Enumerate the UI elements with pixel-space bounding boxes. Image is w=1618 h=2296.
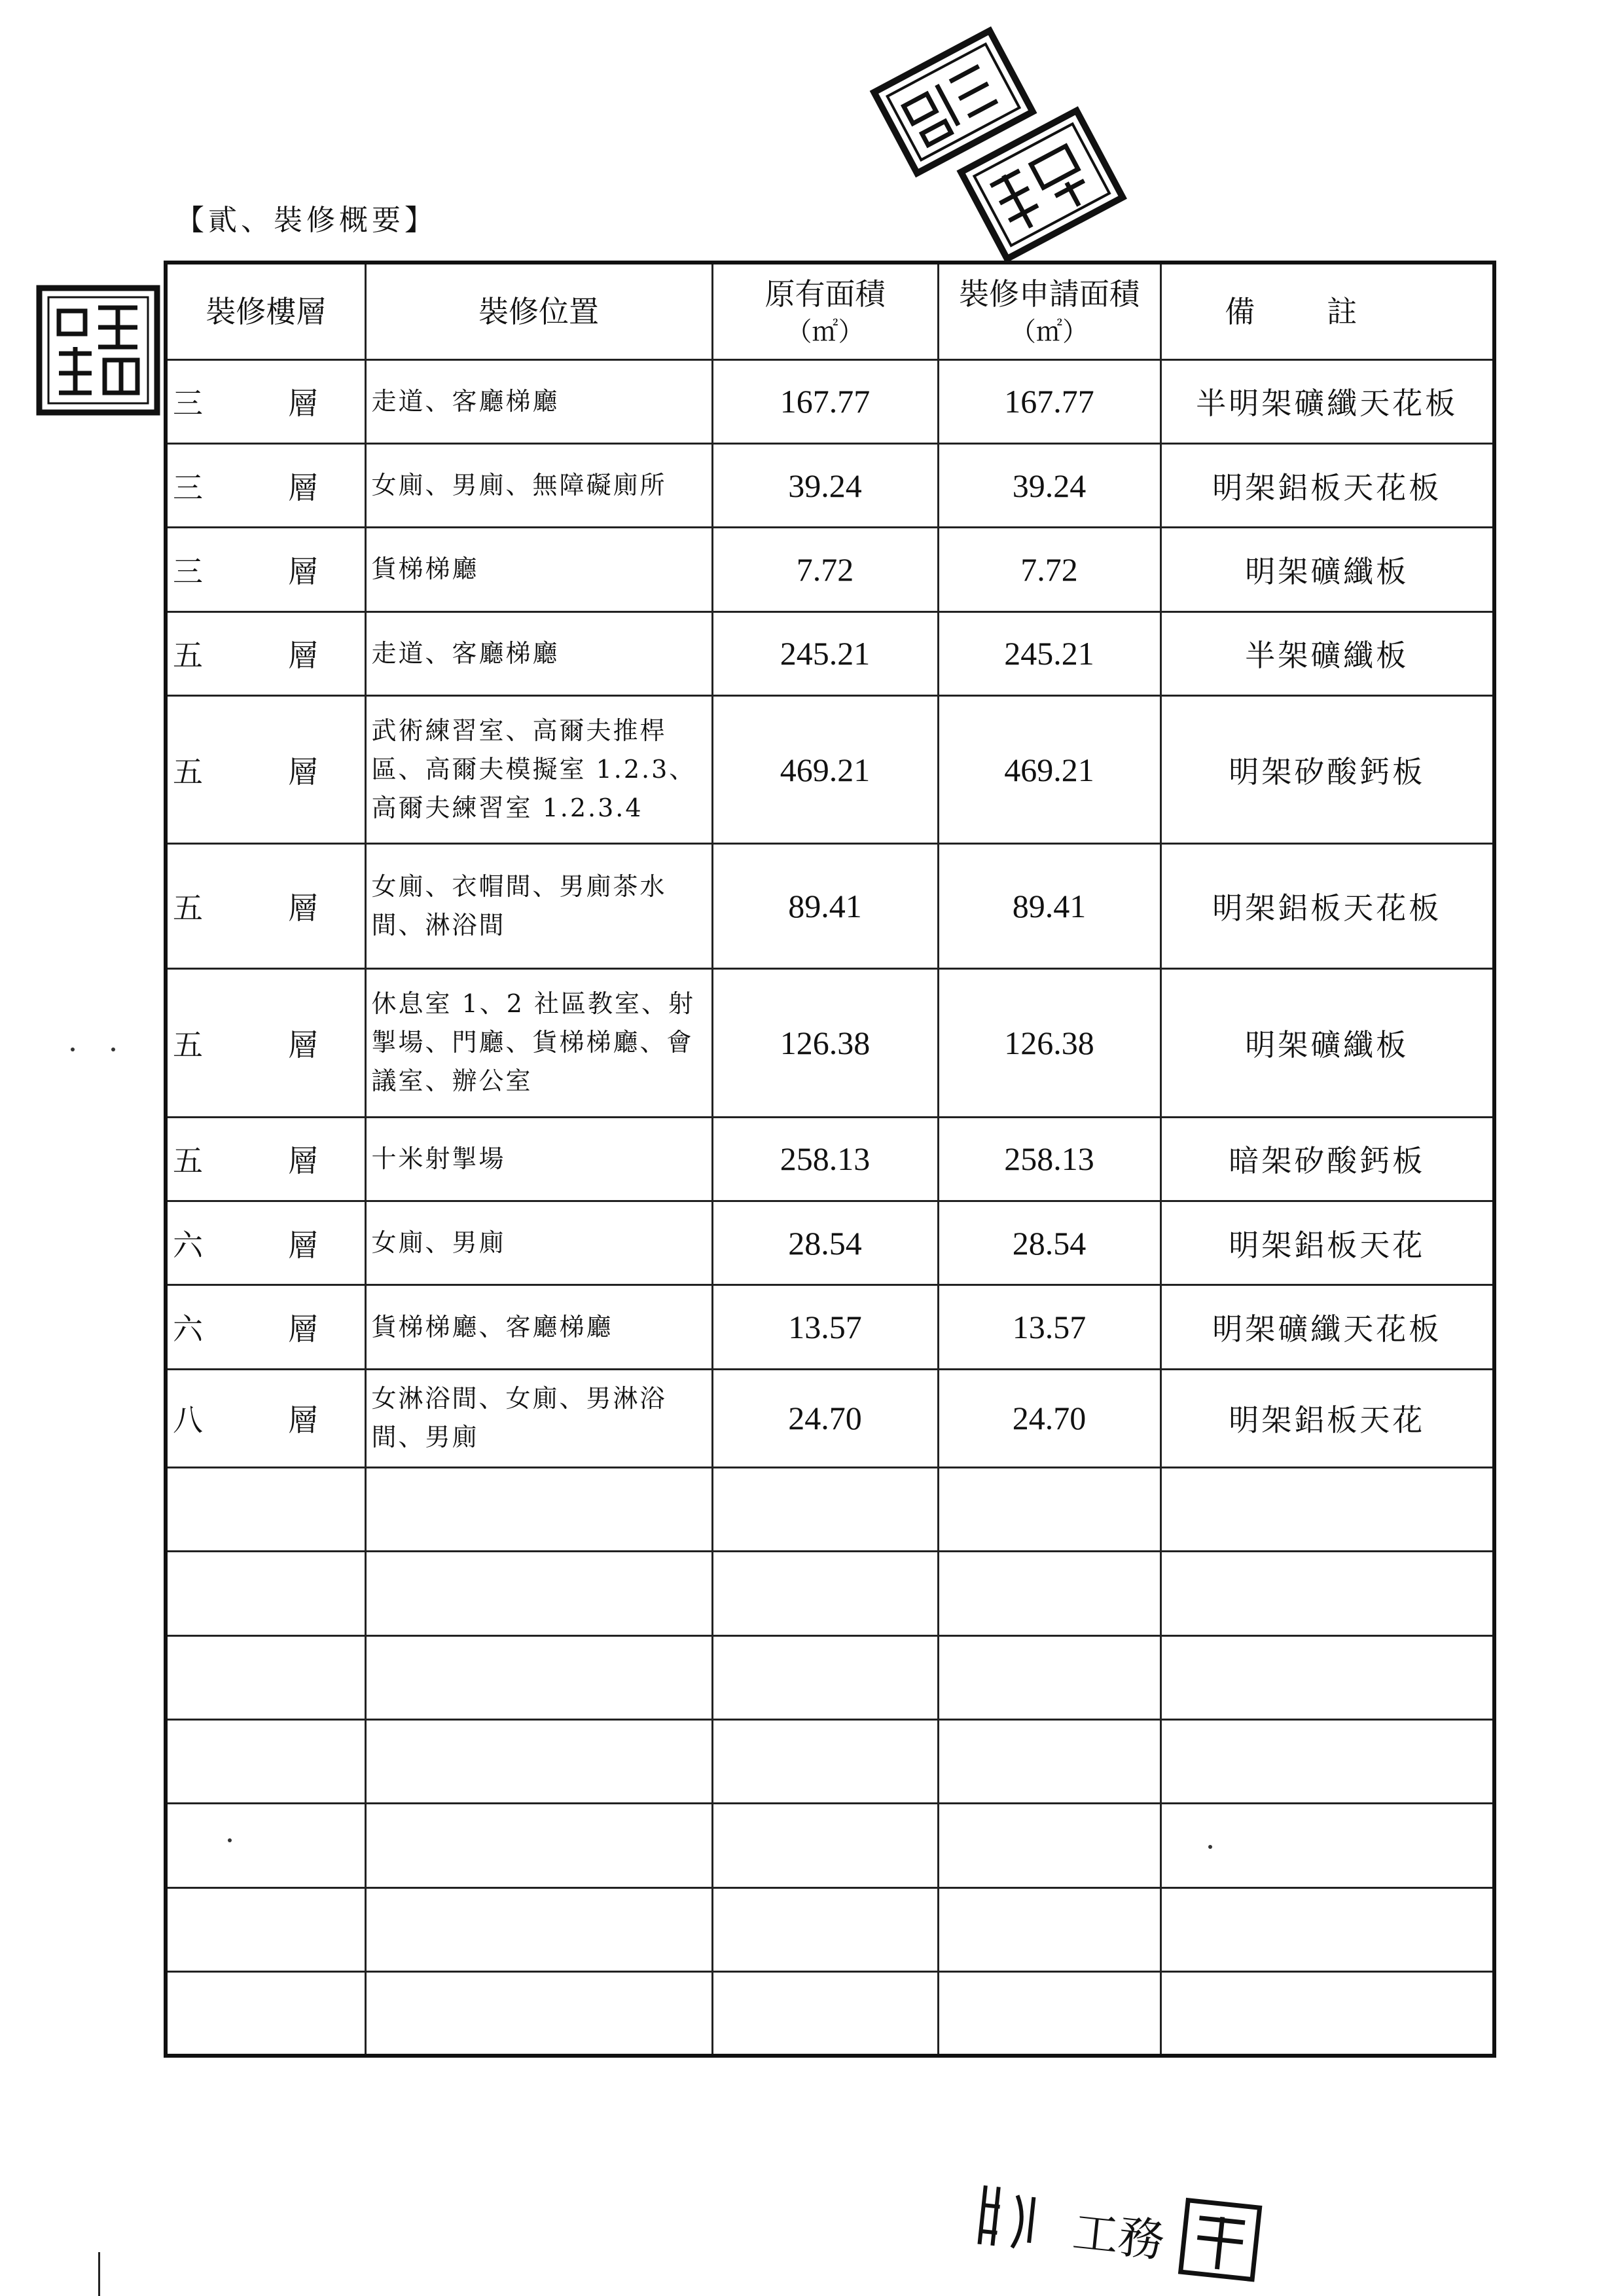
empty-row [166,1720,1494,1804]
cell-note: 半架礦纖板 [1160,611,1494,695]
table-row [166,968,1494,1117]
cell-floor: 五層 [166,968,365,1117]
scan-dot [111,1048,115,1051]
cell-original-area: 126.38 [712,968,938,1117]
seal-stamp-top [877,26,1126,275]
cell-original-area: 469.21 [712,695,938,844]
cell-floor: 八層 [166,1369,365,1467]
empty-row [166,1887,1494,1971]
cell-location: 貨梯梯廳 [365,528,712,611]
cell-note: 明架礦纖天花板 [1160,1285,1494,1369]
cell-location: 十米射掣場 [365,1117,712,1201]
header-original-area-unit: （㎡） [785,316,865,347]
cell-original-area: 7.72 [712,528,938,611]
cell-applied-area: 245.21 [938,611,1160,695]
header-location: 裝修位置 [365,263,712,359]
cell-location: 休息室 1、2 社區教室、射掣場、門廳、貨梯梯廳、會議室、辦公室 [365,968,712,1117]
cell-applied-area: 126.38 [938,968,1160,1117]
table-row [166,1285,1494,1369]
section-title: 【貳、裝修概要】 [175,204,437,237]
header-note: 備註 [1160,263,1494,359]
scan-dot [71,1048,75,1051]
cell-location: 走道、客廳梯廳 [365,611,712,695]
cell-floor: 五層 [166,695,365,844]
cell-applied-area: 89.41 [938,844,1160,969]
cell-note: 明架鋁板天花 [1160,1201,1494,1285]
cell-note: 暗架矽酸鈣板 [1160,1117,1494,1201]
cell-original-area: 39.24 [712,443,938,527]
cell-original-area: 258.13 [712,1117,938,1201]
cell-note: 半明架礦纖天花板 [1160,359,1494,443]
table-row [166,359,1494,443]
empty-row [166,1552,1494,1635]
empty-row [166,1635,1494,1719]
cell-original-area: 167.77 [712,359,938,443]
cell-location: 女廁、衣帽間、男廁茶水間、淋浴間 [365,844,712,969]
cell-applied-area: 167.77 [938,359,1160,443]
table-row [166,695,1494,844]
renovation-summary-table [164,261,1496,2058]
seal-stamp-left [33,282,164,419]
bottom-stamp-text: 工務 [1070,2204,1167,2269]
cell-applied-area: 469.21 [938,695,1160,844]
header-original-area [712,263,938,359]
table-row [166,1201,1494,1285]
empty-row [166,1468,1494,1552]
cell-note: 明架鋁板天花板 [1160,844,1494,969]
cell-note: 明架礦纖板 [1160,528,1494,611]
cell-note: 明架矽酸鈣板 [1160,695,1494,844]
cell-location: 武術練習室、高爾夫推桿區、高爾夫模擬室 1.2.3、高爾夫練習室 1.2.3.4 [365,695,712,844]
cell-applied-area: 24.70 [938,1369,1160,1467]
cell-location: 貨梯梯廳、客廳梯廳 [365,1285,712,1369]
cell-floor: 六層 [166,1285,365,1369]
cell-floor: 五層 [166,844,365,969]
table-row [166,443,1494,527]
scan-dot [1208,1845,1212,1849]
cell-floor: 三層 [166,443,365,527]
cell-applied-area: 258.13 [938,1117,1160,1201]
margin-mark [98,2252,100,2296]
cell-location: 女淋浴間、女廁、男淋浴間、男廁 [365,1369,712,1467]
cell-original-area: 89.41 [712,844,938,969]
table-row [166,1369,1494,1467]
cell-note: 明架鋁板天花板 [1160,443,1494,527]
bottom-stamp [969,2180,1270,2278]
cell-original-area: 24.70 [712,1369,938,1467]
table-row [166,611,1494,695]
cell-applied-area: 39.24 [938,443,1160,527]
cell-floor: 三層 [166,359,365,443]
cell-applied-area: 28.54 [938,1201,1160,1285]
header-applied-area-unit: （㎡） [1010,316,1088,347]
cell-location: 女廁、男廁 [365,1201,712,1285]
header-original-area-label: 原有面積 [764,276,886,312]
cell-floor: 五層 [166,611,365,695]
cell-original-area: 245.21 [712,611,938,695]
empty-row [166,1804,1494,1887]
cell-original-area: 28.54 [712,1201,938,1285]
scan-dot [228,1838,232,1842]
cell-location: 走道、客廳梯廳 [365,359,712,443]
cell-applied-area: 7.72 [938,528,1160,611]
cell-floor: 五層 [166,1117,365,1201]
header-applied-area-label: 裝修申請面積 [959,276,1140,312]
table-header-row [166,263,1494,359]
table-row [166,844,1494,969]
cell-applied-area: 13.57 [938,1285,1160,1369]
table-row [166,1117,1494,1201]
cell-note: 明架礦纖板 [1160,968,1494,1117]
cell-note: 明架鋁板天花 [1160,1369,1494,1467]
cell-location: 女廁、男廁、無障礙廁所 [365,443,712,527]
empty-row [166,1972,1494,2056]
header-applied-area [938,263,1160,359]
cell-floor: 六層 [166,1201,365,1285]
cell-original-area: 13.57 [712,1285,938,1369]
cell-floor: 三層 [166,528,365,611]
header-floor: 裝修樓層 [166,263,365,359]
table-row [166,528,1494,611]
